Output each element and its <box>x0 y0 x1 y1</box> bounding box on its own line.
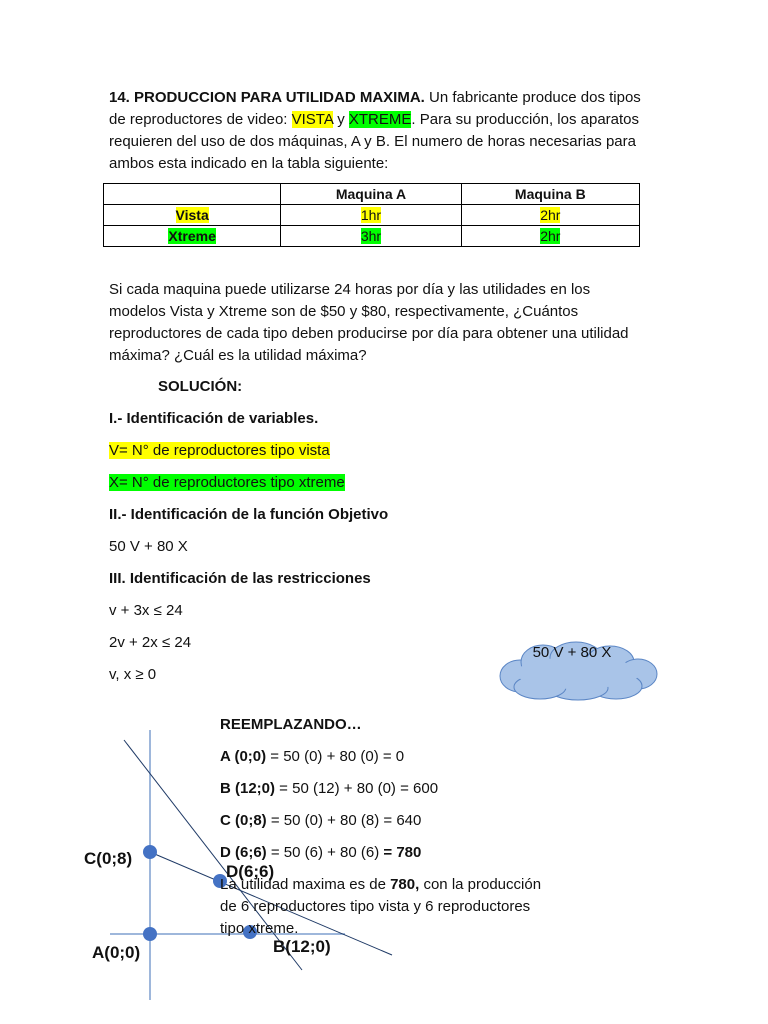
replacement-b: B (12;0) = 50 (12) + 80 (0) = 600 <box>220 780 439 797</box>
question-paragraph: Si cada maquina puede utilizarse 24 horas por día y las utilidades en los modelos Vista y Xtreme son de $50 y $80, respectivamente, ¿Cuántos reproductores de cada tipo deben producirse por día para obtener una utilidad máxima? ¿Cuál es la utilidad máxima? <box>109 281 629 364</box>
step3-heading: III. Identificación de las restricciones <box>109 570 371 587</box>
cloud-label: 50 V + 80 X <box>532 644 612 661</box>
xtreme-machine-b: 2hr <box>540 228 561 244</box>
problem-title: 14. PRODUCCION PARA UTILIDAD MAXIMA. <box>109 89 425 106</box>
xtreme-machine-a: 3hr <box>360 228 382 244</box>
point-a-label: A(0;0) <box>92 943 141 962</box>
problem-intro-1: Un fabricante produce dos tipos de reproductores de video: <box>109 89 641 128</box>
restriction-2: 2v + 2x ≤ 24 <box>109 634 192 651</box>
replacement-d: D (6;6) = 50 (6) + 80 (6) = 780 <box>220 844 422 861</box>
row-label-xtreme: Xtreme <box>168 228 216 244</box>
xtreme-highlight: XTREME <box>348 111 412 128</box>
step1-heading: I.- Identificación de variables. <box>109 410 319 427</box>
table-cell <box>461 205 639 226</box>
table-cell <box>461 226 639 247</box>
replacement-a: A (0;0) = 50 (0) + 80 (0) = 0 <box>220 748 405 765</box>
table-cell <box>281 226 461 247</box>
row-label-vista: Vista <box>175 207 209 223</box>
point-c <box>143 845 157 859</box>
problem-intro-2: . Para su producción, los aparatos requieren del uso de dos máquinas, A y B. El numero de horas necesarias para ambos esta indicado en la tabla siguiente: <box>109 111 640 172</box>
conclusion-paragraph: La utilidad maxima es de 780, con la producción de 6 reproductores tipo vista y 6 reproductores tipo xtreme. <box>220 876 542 937</box>
table-row <box>104 226 640 247</box>
table-cell <box>104 205 281 226</box>
vista-highlight: VISTA <box>291 111 334 128</box>
objective-function: 50 V + 80 X <box>109 538 188 555</box>
max-profit-value: 780, <box>390 876 420 893</box>
vista-machine-a: 1hr <box>360 207 382 223</box>
replacement-c: C (0;8) = 50 (0) + 80 (8) = 640 <box>220 812 422 829</box>
restriction-1: v + 3x ≤ 24 <box>109 602 183 619</box>
replacement-heading: REEMPLAZANDO… <box>220 716 362 733</box>
table-header-row <box>104 184 640 205</box>
problem-statement: 14. PRODUCCION PARA UTILIDAD MAXIMA. Un fabricante produce dos tipos de reproductores de video: VISTA y XTREME. Para su producción, los aparatos requieren del uso de dos máquinas, A y B. El numero de horas necesarias para ambos esta indicado en la tabla siguiente: <box>109 89 641 172</box>
hours-table <box>103 183 640 247</box>
point-b-label: B(12;0) <box>273 937 331 956</box>
solution-heading: SOLUCIÓN: <box>158 378 243 395</box>
table-cell <box>281 205 461 226</box>
table-header-cell: Maquina B <box>461 184 639 205</box>
table-cell <box>104 226 281 247</box>
point-c-label: C(0;8) <box>84 849 133 868</box>
table-header-cell <box>104 184 281 205</box>
variable-x: X= N° de reproductores tipo xtreme <box>109 474 345 491</box>
vista-machine-b: 2hr <box>540 207 561 223</box>
point-a <box>143 927 157 941</box>
variable-v: V= N° de reproductores tipo vista <box>109 442 330 459</box>
table-row <box>104 205 640 226</box>
step2-heading: II.- Identificación de la función Objetivo <box>109 506 389 523</box>
point-d-label: D(6;6) <box>226 862 275 881</box>
restriction-3: v, x ≥ 0 <box>109 666 157 683</box>
table-header-cell: Maquina A <box>281 184 461 205</box>
